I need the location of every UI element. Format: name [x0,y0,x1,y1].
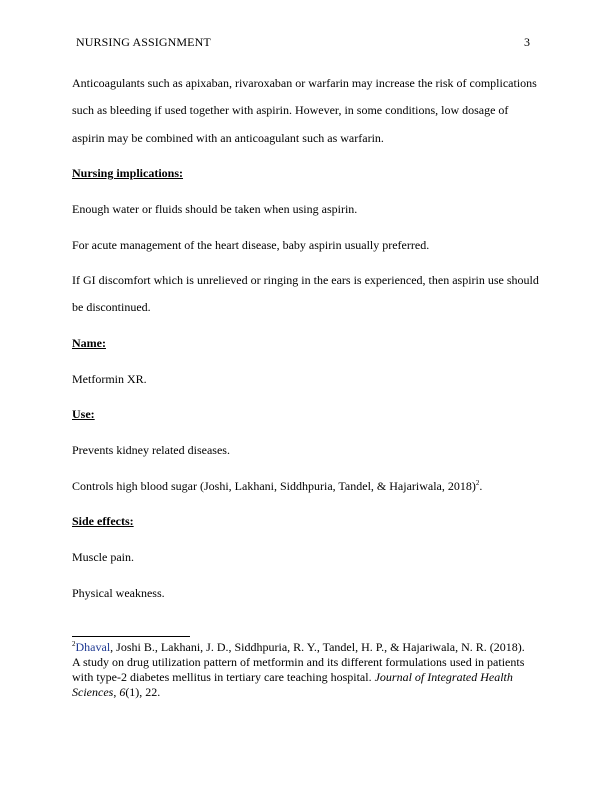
footnote [72,640,540,700]
name-heading: Name: [72,336,106,350]
nursing-implication-item: Enough water or fluids should be taken when using aspirin. [72,202,358,216]
header-title: NURSING ASSIGNMENT [76,35,211,49]
nursing-implication-item: For acute management of the heart disease, baby aspirin usually preferred. [72,238,430,252]
intro-line-2: such as bleeding if used together with aspirin. However, in some conditions, low dosage of [72,103,509,117]
nursing-implication-item-continued: be discontinued. [72,300,151,314]
side-effect-item: Muscle pain. [72,550,134,564]
use-item-period: . [479,479,483,493]
page-number: 3 [524,35,530,49]
footnote-journal: Journal of Integrated Health [374,670,513,684]
use-item: Prevents kidney related diseases. [72,443,230,457]
nursing-implication-item: If GI discomfort which is unrelieved or ringing in the ears is experienced, then aspirin use should [72,273,539,287]
drug-name: Metformin XR. [72,372,147,386]
footnote-marker: 2 [72,640,76,648]
footnote-issue-pages: (1), 22. [125,685,161,699]
footnote-line-4: Sciences, 6(1), 22. [72,685,161,699]
use-item-with-citation [72,478,540,494]
footnote-line-2: A study on drug utilization pattern of metformin and its different formulations used in patients [72,655,525,669]
footnote-title-end: with type-2 diabetes mellitus in tertiary care teaching hospital. [72,670,375,684]
footnote-line-3 [72,670,540,685]
nursing-implications-heading: Nursing implications: [72,166,184,180]
use-heading: Use: [72,407,95,421]
footnote-first-author: Dhaval [75,640,111,654]
intro-line-3: aspirin may be combined with an anticoagulant such as warfarin. [72,131,384,145]
use-item-text: Controls high blood sugar (Joshi, Lakhani, Siddhpuria, Tandel, & Hajariwala, 2018) [72,479,476,493]
side-effects-heading: Side effects: [72,514,134,528]
side-effect-item: Physical weakness. [72,586,165,600]
footnote-separator [72,636,190,637]
intro-line-1: Anticoagulants such as apixaban, rivaroxaban or warfarin may increase the risk of complications [72,76,537,90]
footnote-volume: 6 [119,685,126,699]
footnote-authors: , Joshi B., Lakhani, J. D., Siddhpuria, R. Y., Tandel, H. P., & Hajariwala, N. R. (2018). [110,640,525,654]
footnote-reference: 2 [475,479,480,487]
footnote-line-1 [72,640,540,655]
footnote-journal-cont: Sciences [72,685,114,699]
